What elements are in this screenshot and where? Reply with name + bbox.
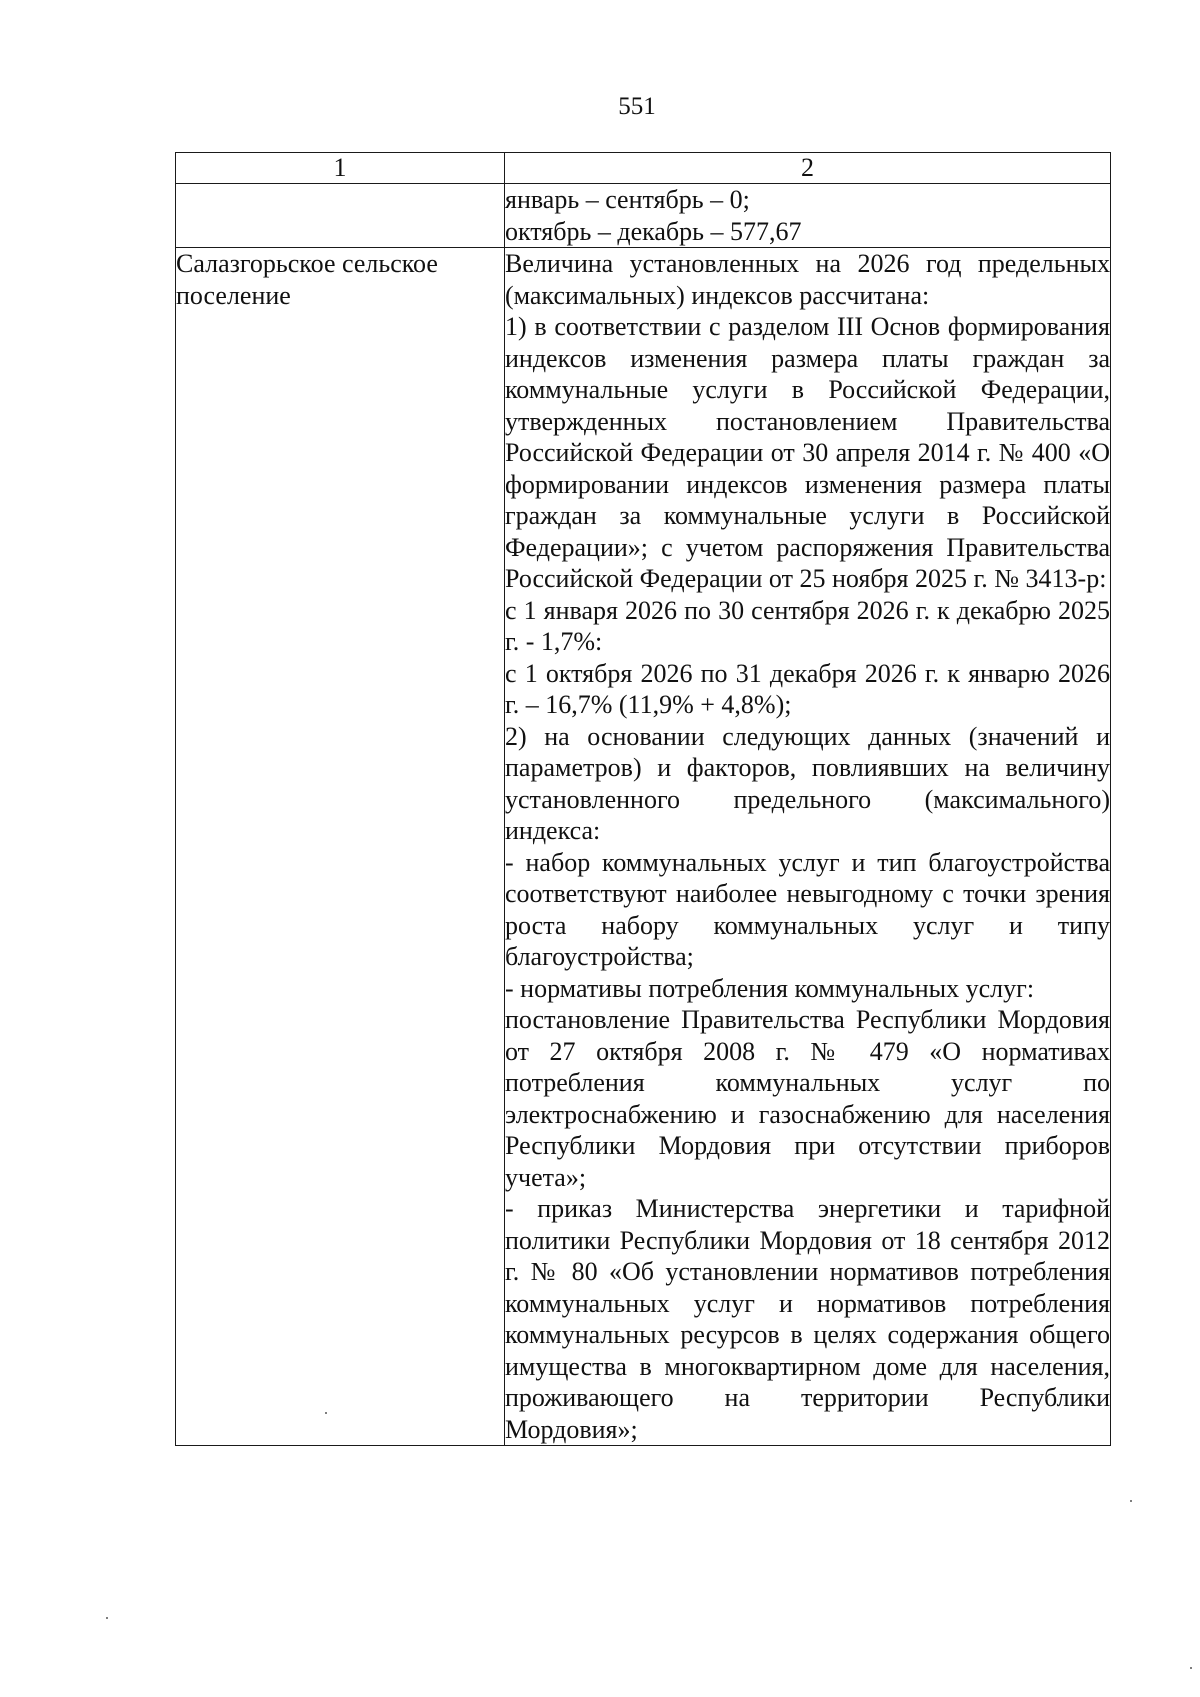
description-paragraph: октябрь – декабрь – 577,67 <box>505 216 802 246</box>
table-row <box>176 184 1111 248</box>
index-description-cell <box>505 184 1111 248</box>
scan-speck <box>1190 1667 1192 1669</box>
description-paragraph: - нормативы потребления коммунальных услуг: <box>505 973 1035 1003</box>
scan-speck <box>106 1617 108 1619</box>
description-paragraph: с 1 января 2026 по 30 сентября 2026 г. к декабрю 2025 г. - 1,7%: <box>505 595 1110 656</box>
table-header-row <box>176 153 1111 184</box>
description-paragraph: январь – сентябрь – 0; <box>505 185 750 214</box>
index-description-cell <box>505 248 1111 1446</box>
column-header-2: 2 <box>505 153 1111 184</box>
table-row <box>176 248 1111 1446</box>
page-number: 551 <box>618 93 656 120</box>
column-header-1: 1 <box>176 153 505 184</box>
municipality-cell <box>176 248 505 1446</box>
description-paragraph: 2) на основании следующих данных (значений и параметров) и факторов, повлиявших на величину установленного предельного (максимального) индекса: <box>505 721 1110 845</box>
description-paragraph: - набор коммунальных услуг и тип благоустройства соответствуют наиболее невыгодному с точки зрения роста набору коммунальных услуг и типу благоустройства; <box>505 847 1110 971</box>
description-paragraph: Величина установленных на 2026 год предельных (максимальных) индексов рассчитана: <box>505 249 1110 310</box>
scan-speck <box>325 1412 327 1414</box>
municipality-name: Салазгорьское сельское поселение <box>176 249 438 310</box>
municipality-cell <box>176 184 505 248</box>
document-table <box>175 152 1111 1446</box>
description-paragraph: с 1 октября 2026 по 31 декабря 2026 г. к январю 2026 г. – 16,7% (11,9% + 4,8%); <box>505 658 1110 719</box>
description-paragraph: - приказ Министерства энергетики и тарифной политики Республики Мордовия от 18 сентября 2012 г. № 80 «Об установлении нормативов потребления коммунальных услуг и нормативов потребления коммунальных ресурсов в целях содержания общего имущества в многоквартирном доме для населения, проживающего на территории Республики Мордовия»; <box>505 1194 1110 1444</box>
description-paragraph: 1) в соответствии с разделом III Основ формирования индексов изменения размера платы граждан за коммунальные услуги в Российской Федерации, утвержденных постановлением Правительства Российской Федерации от 30 апреля 2014 г. № 400 «О формировании индексов изменения размера платы граждан за коммунальные услуги в Российской Федерации»; с учетом распоряжения Правительства Российской Федерации от 25 ноября 2025 г. № 3413-р: <box>505 312 1110 593</box>
scan-speck <box>1130 1500 1132 1502</box>
description-paragraph: постановление Правительства Республики Мордовия от 27 октября 2008 г. № 479 «О нормативах потребления коммунальных услуг по электроснабжению и газоснабжению для населения Республики Мордовия при отсутствии приборов учета»; <box>505 1005 1110 1192</box>
